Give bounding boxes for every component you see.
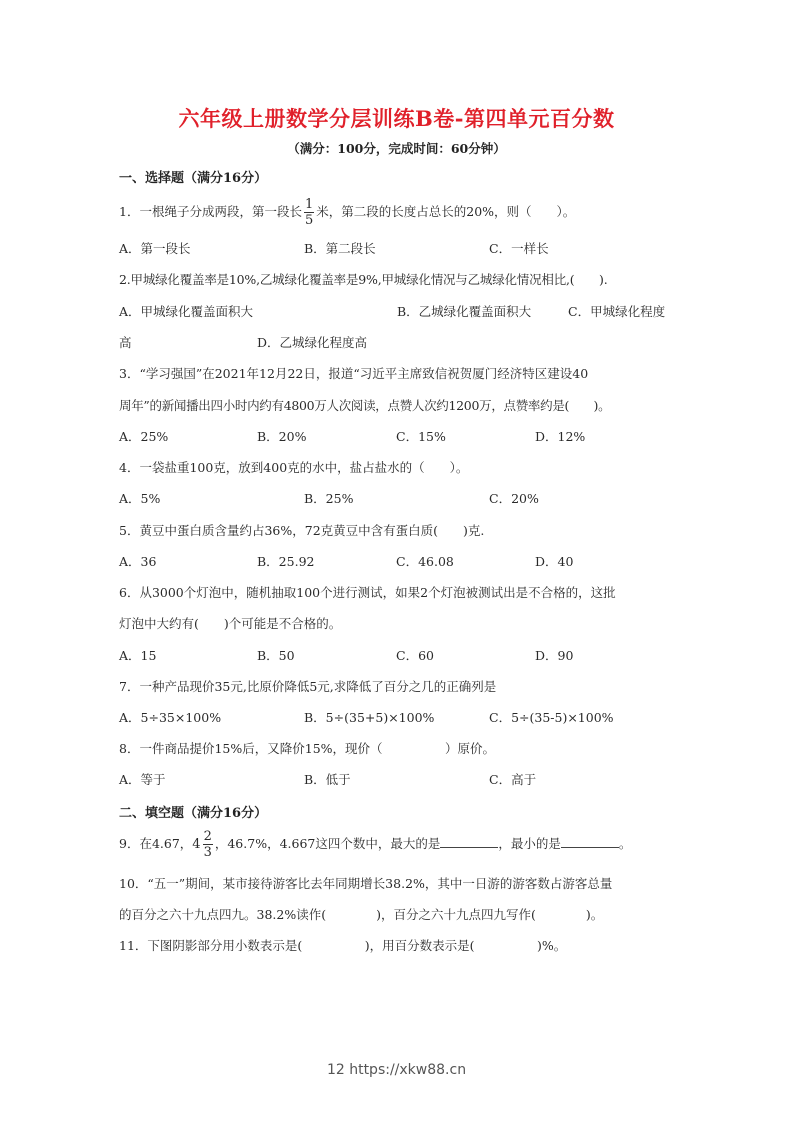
fraction-denominator: 3 bbox=[203, 845, 212, 860]
q3-option-d: D．12% bbox=[535, 429, 586, 444]
q5-option-b: B．25.92 bbox=[257, 554, 315, 569]
question-8: 8．一件商品提价15%后，又降价15%，现价（ ）原价。 bbox=[119, 741, 496, 756]
q2-option-d: D．乙城绿化程度高 bbox=[257, 335, 368, 350]
question-9 bbox=[119, 830, 631, 859]
question-6-line-1: 6．从3000个灯泡中，随机抽取100个进行测试，如果2个灯泡被测试出是不合格的，这批 bbox=[119, 585, 616, 600]
q5-option-d: D．40 bbox=[535, 554, 574, 569]
q3-option-b: B．20% bbox=[257, 429, 307, 444]
fraction-one-fifth bbox=[304, 198, 314, 227]
q2-option-c: C．甲城绿化程度 bbox=[568, 304, 666, 319]
section-heading-choice: 一、选择题（满分16分） bbox=[119, 171, 268, 186]
answer-blank-smallest[interactable] bbox=[561, 835, 619, 848]
question-7: 7．一种产品现价35元,比原价降低5元,求降低了百分之几的正确列是 bbox=[119, 679, 497, 694]
question-5: 5．黄豆中蛋白质含量约占36%，72克黄豆中含有蛋白质( )克. bbox=[119, 523, 485, 538]
q3-option-a: A．25% bbox=[119, 429, 169, 444]
question-9-text-middle: ，46.7%，4.667这四个数中，最大的是 bbox=[214, 836, 441, 851]
question-1-text-before: 1．一根绳子分成两段，第一段长 bbox=[119, 204, 302, 219]
question-2: 2.甲城绿化覆盖率是10%,乙城绿化覆盖率是9%,甲城绿化情况与乙城绿化情况相比,( ). bbox=[119, 272, 608, 287]
q2-option-a: A．甲城绿化覆盖面积大 bbox=[119, 304, 254, 319]
document-subtitle: （满分：100分，完成时间：60分钟） bbox=[287, 141, 506, 156]
q7-option-c: C．5÷(35-5)×100% bbox=[489, 710, 614, 725]
mixed-number-whole: 4 bbox=[192, 837, 201, 852]
document-title: 六年级上册数学分层训练B卷-第四单元百分数 bbox=[178, 106, 615, 131]
q4-option-c: C．20% bbox=[489, 491, 539, 506]
q1-option-b: B．第二段长 bbox=[304, 241, 376, 256]
section-heading-fill-blank: 二、填空题（满分16分） bbox=[119, 806, 268, 821]
q5-option-a: A．36 bbox=[119, 554, 157, 569]
question-4: 4．一袋盐重100克，放到400克的水中，盐占盐水的（ ）。 bbox=[119, 460, 469, 475]
q2-option-c-wrap: 高 bbox=[119, 335, 132, 350]
question-6-line-2: 灯泡中大约有( )个可能是不合格的。 bbox=[119, 616, 342, 631]
q7-option-a: A．5÷35×100% bbox=[119, 710, 222, 725]
q8-option-c: C．高于 bbox=[489, 772, 537, 787]
q8-option-a: A．等于 bbox=[119, 772, 166, 787]
answer-blank-largest[interactable] bbox=[440, 835, 498, 848]
question-3-line-1: 3．“学习强国”在2021年12月22日，报道“习近平主席致信祝贺厦门经济特区建设40 bbox=[119, 366, 589, 381]
q6-option-d: D．90 bbox=[535, 648, 574, 663]
q4-option-b: B．25% bbox=[304, 491, 354, 506]
question-10-line-2: 的百分之六十九点四九。38.2%读作( )，百分之六十九点四九写作( )。 bbox=[119, 907, 604, 922]
q8-option-b: B．低于 bbox=[304, 772, 351, 787]
q5-option-c: C．46.08 bbox=[396, 554, 454, 569]
q6-option-b: B．50 bbox=[257, 648, 295, 663]
q4-option-a: A．5% bbox=[119, 491, 161, 506]
question-9-text-before: 9．在4.67， bbox=[119, 836, 193, 851]
page-footer: 12 https://xkw88.cn bbox=[326, 1062, 467, 1078]
q2-option-b: B．乙城绿化覆盖面积大 bbox=[397, 304, 532, 319]
q1-option-c: C．一样长 bbox=[489, 241, 549, 256]
fraction-numerator: 1 bbox=[304, 197, 314, 212]
question-1 bbox=[119, 198, 575, 227]
question-11: 11．下图阴影部分用小数表示是( )，用百分数表示是( )%。 bbox=[119, 938, 567, 953]
fraction-two-thirds bbox=[203, 830, 213, 859]
q6-option-c: C．60 bbox=[396, 648, 434, 663]
question-1-text-after: 米，第二段的长度占总长的20%，则（ ）。 bbox=[316, 204, 576, 219]
fraction-denominator: 5 bbox=[304, 213, 314, 228]
question-3-line-2: 周年”的新闻播出四小时内约有4800万人次阅读，点赞人次约1200万，点赞率约是( )。 bbox=[119, 398, 611, 413]
q3-option-c: C．15% bbox=[396, 429, 446, 444]
fraction-numerator: 2 bbox=[203, 829, 212, 844]
q7-option-b: B．5÷(35+5)×100% bbox=[304, 710, 435, 725]
question-10-line-1: 10．“五一”期间，某市接待游客比去年同期增长38.2%，其中一日游的游客数占游客总量 bbox=[119, 876, 613, 891]
question-9-text-end: 。 bbox=[618, 836, 632, 851]
q1-option-a: A．第一段长 bbox=[119, 241, 191, 256]
q6-option-a: A．15 bbox=[119, 648, 157, 663]
question-9-text-middle-2: ，最小的是 bbox=[498, 836, 561, 851]
